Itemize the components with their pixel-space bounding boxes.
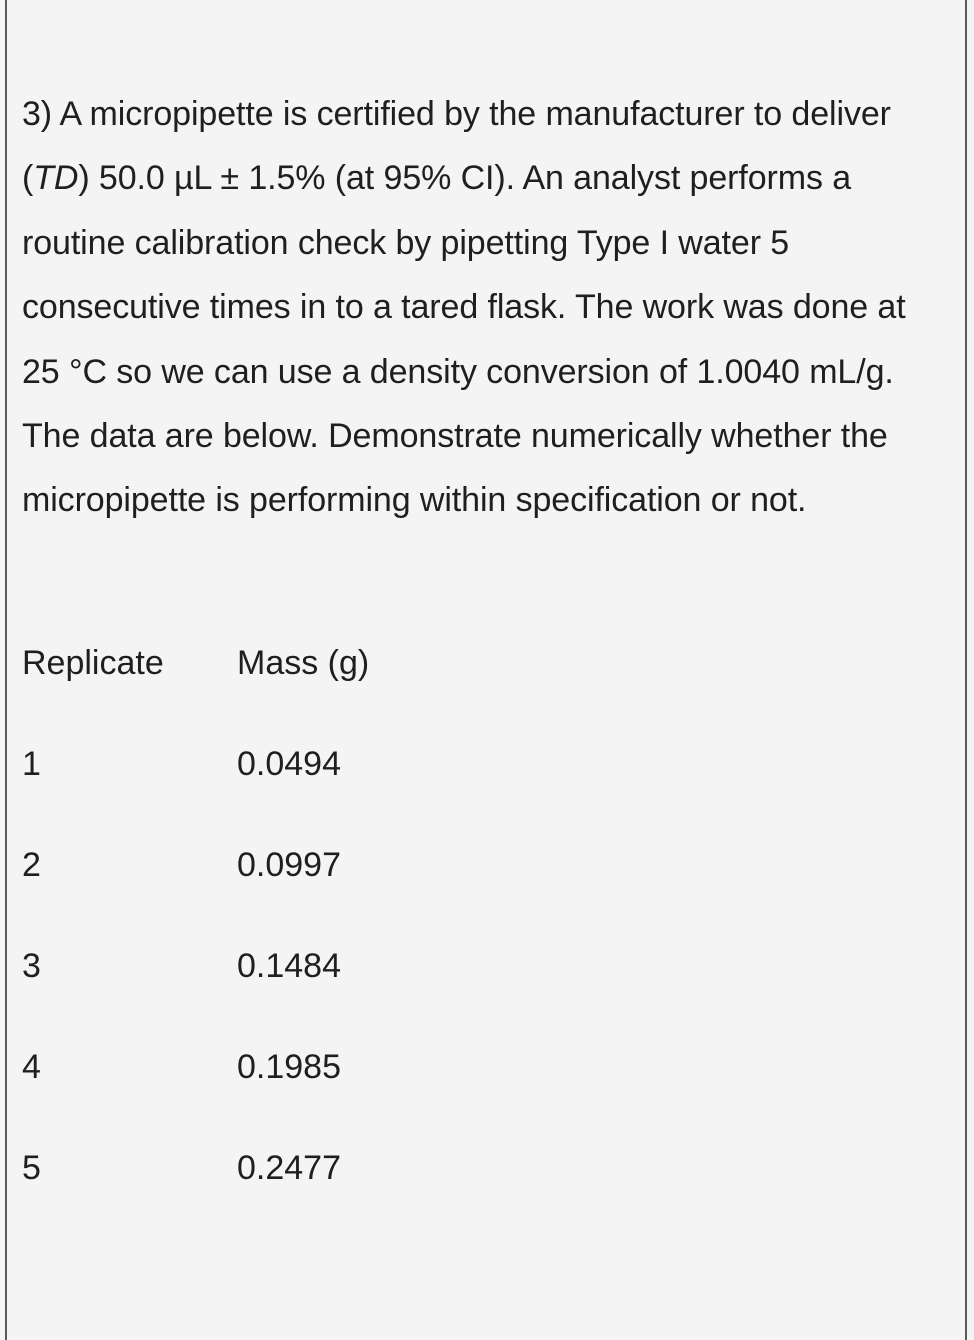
question-prefix: 3) A micropipette is certified by the manufacturer to deliver ( <box>22 95 891 198</box>
question-text <box>22 82 952 533</box>
replicate-cell: 5 <box>22 1149 41 1187</box>
question-suffix: ) 50.0 µL ± 1.5% (at 95% CI). An analyst performs a routine calibration check by pipetting Type I water 5 consecutive times in to a tared flask. The work was done at 25 °C so we can use a density conversion of 1.0040 mL/g. The data are below. Demonstrate numerically whether the micropipette is performing within specification or not. <box>22 159 906 520</box>
mass-cell: 0.1484 <box>237 947 341 985</box>
mass-cell: 0.1985 <box>237 1048 341 1086</box>
header-replicate: Replicate <box>22 644 164 682</box>
mass-cell: 0.2477 <box>237 1149 341 1187</box>
question-italic-td: TD <box>33 159 79 198</box>
replicate-cell: 4 <box>22 1048 41 1086</box>
replicate-cell: 2 <box>22 846 41 884</box>
mass-cell: 0.0494 <box>237 745 341 783</box>
mass-cell: 0.0997 <box>237 846 341 884</box>
replicate-cell: 3 <box>22 947 41 985</box>
replicate-cell: 1 <box>22 745 41 783</box>
header-mass: Mass (g) <box>237 644 370 682</box>
